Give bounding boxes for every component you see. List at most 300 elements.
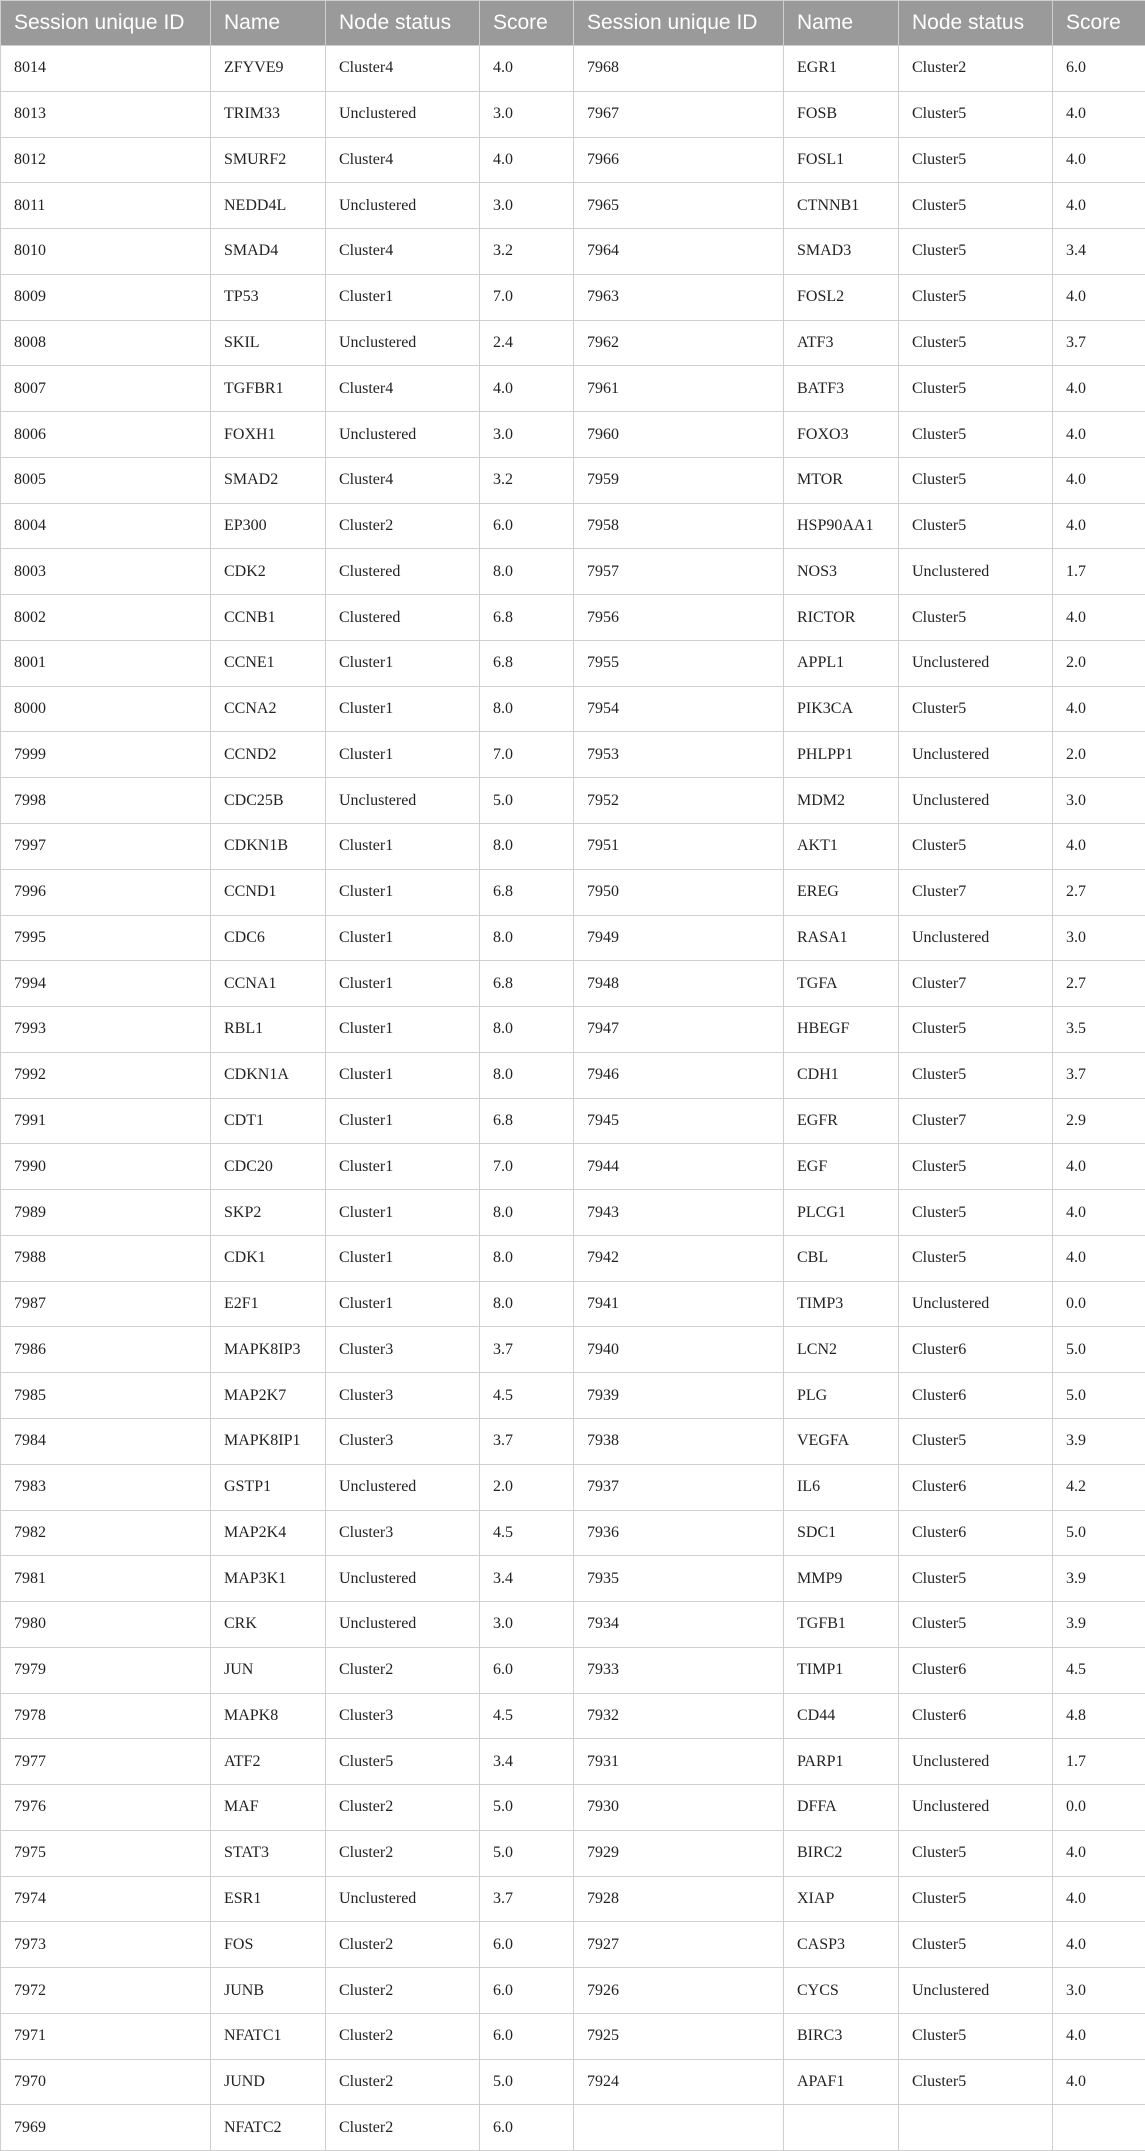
table-row: [1, 1144, 1145, 1190]
node-status-cell: Cluster5: [899, 1922, 1053, 1968]
node-status-cell: Cluster7: [899, 1098, 1053, 1144]
session-id-cell: 7947: [574, 1007, 784, 1053]
name-cell: PARP1: [784, 1739, 899, 1785]
node-status-cell: Cluster5: [899, 412, 1053, 458]
node-status-cell: Cluster1: [326, 1281, 480, 1327]
node-status-cell: Cluster4: [326, 137, 480, 183]
name-cell: EGR1: [784, 46, 899, 92]
name-cell: CDC25B: [211, 778, 326, 824]
score-cell: 4.0: [1053, 183, 1145, 229]
node-status-cell: Cluster2: [326, 503, 480, 549]
node-status-cell: Unclustered: [899, 778, 1053, 824]
name-cell: CCND1: [211, 869, 326, 915]
name-cell: ATF2: [211, 1739, 326, 1785]
session-id-cell: 7979: [1, 1647, 211, 1693]
session-id-cell: 7964: [574, 229, 784, 275]
node-status-cell: Unclustered: [326, 183, 480, 229]
node-status-cell: Cluster4: [326, 46, 480, 92]
name-cell: MAPK8: [211, 1693, 326, 1739]
node-status-cell: Unclustered: [326, 1876, 480, 1922]
table-row: [1, 595, 1145, 641]
node-status-cell: Cluster5: [899, 1830, 1053, 1876]
name-cell: TIMP1: [784, 1647, 899, 1693]
score-cell: 4.0: [1053, 2013, 1145, 2059]
name-cell: TGFB1: [784, 1602, 899, 1648]
node-status-cell: Clustered: [326, 549, 480, 595]
session-id-cell: 7973: [1, 1922, 211, 1968]
table-row: [1, 549, 1145, 595]
score-cell: 8.0: [480, 1281, 574, 1327]
session-id-cell: 7983: [1, 1464, 211, 1510]
node-status-cell: Cluster5: [899, 1876, 1053, 1922]
node-status-cell: Unclustered: [326, 1464, 480, 1510]
session-id-cell: 7987: [1, 1281, 211, 1327]
table-row: [1, 1510, 1145, 1556]
table-row: [1, 1098, 1145, 1144]
score-cell: 3.7: [480, 1327, 574, 1373]
node-status-cell: Cluster5: [899, 457, 1053, 503]
session-id-cell: 7971: [1, 2013, 211, 2059]
session-id-cell: 7939: [574, 1373, 784, 1419]
column-header: Name: [784, 1, 899, 46]
score-cell: 3.0: [1053, 915, 1145, 961]
session-id-cell: 7999: [1, 732, 211, 778]
name-cell: SKIL: [211, 320, 326, 366]
session-id-cell: 7948: [574, 961, 784, 1007]
name-cell: CASP3: [784, 1922, 899, 1968]
session-id-cell: 7954: [574, 686, 784, 732]
score-cell: 6.0: [1053, 46, 1145, 92]
score-cell: 7.0: [480, 732, 574, 778]
node-status-cell: Cluster1: [326, 961, 480, 1007]
session-id-cell: 7994: [1, 961, 211, 1007]
node-status-cell: Cluster3: [326, 1510, 480, 1556]
session-id-cell: 7985: [1, 1373, 211, 1419]
node-status-cell: Cluster5: [899, 1556, 1053, 1602]
score-cell: 3.2: [480, 229, 574, 275]
name-cell: CCNB1: [211, 595, 326, 641]
name-cell: CRK: [211, 1602, 326, 1648]
name-cell: CCND2: [211, 732, 326, 778]
score-cell: 3.7: [480, 1418, 574, 1464]
score-cell: 3.0: [1053, 1968, 1145, 2014]
score-cell: 3.0: [480, 91, 574, 137]
node-status-cell: Cluster6: [899, 1327, 1053, 1373]
name-cell: MMP9: [784, 1556, 899, 1602]
name-cell: PHLPP1: [784, 732, 899, 778]
name-cell: STAT3: [211, 1830, 326, 1876]
name-cell: EREG: [784, 869, 899, 915]
name-cell: APAF1: [784, 2059, 899, 2105]
session-id-cell: 7952: [574, 778, 784, 824]
session-id-cell: 7940: [574, 1327, 784, 1373]
node-status-cell: Unclustered: [326, 1602, 480, 1648]
table-row: [1, 824, 1145, 870]
session-id-cell: 7958: [574, 503, 784, 549]
table-row: [1, 183, 1145, 229]
node-status-cell: Cluster5: [899, 1418, 1053, 1464]
node-status-cell: Cluster3: [326, 1693, 480, 1739]
node-status-cell: Cluster1: [326, 824, 480, 870]
score-cell: 8.0: [480, 686, 574, 732]
node-status-cell: Cluster5: [899, 503, 1053, 549]
table-row: [1, 915, 1145, 961]
session-id-cell: 7961: [574, 366, 784, 412]
session-id-cell: 8003: [1, 549, 211, 595]
score-cell: 5.0: [480, 1830, 574, 1876]
name-cell: IL6: [784, 1464, 899, 1510]
score-cell: 3.9: [1053, 1556, 1145, 1602]
session-id-cell: 7978: [1, 1693, 211, 1739]
name-cell: CYCS: [784, 1968, 899, 2014]
score-cell: 5.0: [480, 1785, 574, 1831]
score-cell: 3.9: [1053, 1602, 1145, 1648]
node-status-cell: Cluster1: [326, 274, 480, 320]
name-cell: CCNA1: [211, 961, 326, 1007]
node-status-cell: Cluster5: [899, 1007, 1053, 1053]
node-status-cell: Cluster4: [326, 229, 480, 275]
score-cell: 6.0: [480, 2105, 574, 2151]
node-status-cell: Unclustered: [326, 320, 480, 366]
session-id-cell: 7956: [574, 595, 784, 641]
score-cell: 4.0: [1053, 503, 1145, 549]
name-cell: CD44: [784, 1693, 899, 1739]
score-cell: 3.0: [480, 412, 574, 458]
score-cell: 6.8: [480, 1098, 574, 1144]
table-row: [1, 1968, 1145, 2014]
session-id-cell: 8000: [1, 686, 211, 732]
session-id-cell: 7929: [574, 1830, 784, 1876]
score-cell: 4.5: [480, 1693, 574, 1739]
score-cell: 1.7: [1053, 549, 1145, 595]
session-id-cell: 7982: [1, 1510, 211, 1556]
session-id-cell: 8011: [1, 183, 211, 229]
table-row: [1, 1464, 1145, 1510]
table-row: [1, 1647, 1145, 1693]
session-id-cell: 8013: [1, 91, 211, 137]
score-cell: 6.8: [480, 961, 574, 1007]
node-status-cell: Cluster5: [899, 320, 1053, 366]
name-cell: AKT1: [784, 824, 899, 870]
node-status-cell: Cluster4: [326, 457, 480, 503]
name-cell: CDK2: [211, 549, 326, 595]
node-status-cell: Cluster3: [326, 1327, 480, 1373]
name-cell: HBEGF: [784, 1007, 899, 1053]
session-id-cell: 7937: [574, 1464, 784, 1510]
name-cell: MAP2K7: [211, 1373, 326, 1419]
name-cell: RICTOR: [784, 595, 899, 641]
session-id-cell: 7943: [574, 1190, 784, 1236]
table-row: [1, 91, 1145, 137]
table-body: [1, 46, 1145, 2151]
score-cell: 3.7: [1053, 1052, 1145, 1098]
session-id-cell: 7955: [574, 640, 784, 686]
node-status-cell: Cluster2: [326, 1785, 480, 1831]
node-status-cell: Unclustered: [326, 1556, 480, 1602]
session-id-cell: 7989: [1, 1190, 211, 1236]
table-row: [1, 1418, 1145, 1464]
node-status-cell: Unclustered: [899, 1739, 1053, 1785]
session-id-cell: 7990: [1, 1144, 211, 1190]
table-row: [1, 274, 1145, 320]
session-id-cell: 8010: [1, 229, 211, 275]
column-header: Node status: [899, 1, 1053, 46]
header-row: [1, 1, 1145, 46]
score-cell: 3.0: [480, 1602, 574, 1648]
node-status-cell: Cluster5: [899, 274, 1053, 320]
session-id-cell: 7993: [1, 1007, 211, 1053]
session-id-cell: 7953: [574, 732, 784, 778]
session-id-cell: 7962: [574, 320, 784, 366]
table-row: [1, 1007, 1145, 1053]
node-status-cell: Cluster5: [899, 137, 1053, 183]
table-row: [1, 366, 1145, 412]
session-id-cell: 7972: [1, 1968, 211, 2014]
score-cell: 3.2: [480, 457, 574, 503]
score-cell: 5.0: [1053, 1510, 1145, 1556]
session-id-cell: 7931: [574, 1739, 784, 1785]
session-id-cell: 7957: [574, 549, 784, 595]
session-id-cell: 8005: [1, 457, 211, 503]
session-id-cell: 7975: [1, 1830, 211, 1876]
node-status-cell: Cluster2: [326, 1830, 480, 1876]
table-row: [1, 1785, 1145, 1831]
session-id-cell: 7949: [574, 915, 784, 961]
score-cell: 2.0: [480, 1464, 574, 1510]
score-cell: [1053, 2105, 1145, 2151]
table-row: [1, 1281, 1145, 1327]
score-cell: 3.0: [480, 183, 574, 229]
session-id-cell: 8007: [1, 366, 211, 412]
score-cell: 8.0: [480, 549, 574, 595]
table-row: [1, 961, 1145, 1007]
name-cell: E2F1: [211, 1281, 326, 1327]
node-status-cell: Cluster3: [326, 1418, 480, 1464]
table-row: [1, 1373, 1145, 1419]
node-status-cell: Cluster1: [326, 1144, 480, 1190]
name-cell: PIK3CA: [784, 686, 899, 732]
name-cell: JUND: [211, 2059, 326, 2105]
name-cell: MAF: [211, 1785, 326, 1831]
node-status-cell: Cluster6: [899, 1693, 1053, 1739]
session-id-cell: 7976: [1, 1785, 211, 1831]
name-cell: APPL1: [784, 640, 899, 686]
score-cell: 1.7: [1053, 1739, 1145, 1785]
session-id-cell: 7996: [1, 869, 211, 915]
score-cell: 4.0: [1053, 1190, 1145, 1236]
name-cell: CDC20: [211, 1144, 326, 1190]
session-id-cell: 7934: [574, 1602, 784, 1648]
name-cell: MAP3K1: [211, 1556, 326, 1602]
node-status-cell: Cluster5: [326, 1739, 480, 1785]
name-cell: GSTP1: [211, 1464, 326, 1510]
score-cell: 3.7: [1053, 320, 1145, 366]
score-cell: 7.0: [480, 1144, 574, 1190]
node-status-cell: Cluster2: [326, 2013, 480, 2059]
score-cell: 4.2: [1053, 1464, 1145, 1510]
table-row: [1, 1235, 1145, 1281]
session-id-cell: 7941: [574, 1281, 784, 1327]
name-cell: CCNA2: [211, 686, 326, 732]
table-row: [1, 412, 1145, 458]
score-cell: 0.0: [1053, 1785, 1145, 1831]
score-cell: 4.0: [1053, 824, 1145, 870]
score-cell: 5.0: [480, 2059, 574, 2105]
node-status-cell: Cluster1: [326, 1007, 480, 1053]
table-row: [1, 778, 1145, 824]
session-id-cell: 7977: [1, 1739, 211, 1785]
score-cell: 2.7: [1053, 869, 1145, 915]
name-cell: NOS3: [784, 549, 899, 595]
name-cell: SMAD2: [211, 457, 326, 503]
name-cell: SMAD3: [784, 229, 899, 275]
name-cell: MAP2K4: [211, 1510, 326, 1556]
score-cell: 4.0: [480, 137, 574, 183]
node-status-cell: Unclustered: [899, 1785, 1053, 1831]
column-header: Session unique ID: [1, 1, 211, 46]
node-status-cell: Cluster1: [326, 869, 480, 915]
name-cell: RBL1: [211, 1007, 326, 1053]
node-status-cell: Cluster6: [899, 1647, 1053, 1693]
node-status-cell: Cluster5: [899, 1235, 1053, 1281]
score-cell: 5.0: [480, 778, 574, 824]
node-status-cell: Unclustered: [326, 91, 480, 137]
name-cell: MAPK8IP3: [211, 1327, 326, 1373]
session-id-cell: 7924: [574, 2059, 784, 2105]
table-row: [1, 137, 1145, 183]
session-id-cell: 7968: [574, 46, 784, 92]
score-cell: 4.0: [1053, 457, 1145, 503]
session-id-cell: 7932: [574, 1693, 784, 1739]
node-status-cell: Cluster7: [899, 961, 1053, 1007]
score-cell: 8.0: [480, 1007, 574, 1053]
session-id-cell: 7942: [574, 1235, 784, 1281]
node-status-cell: Cluster1: [326, 1235, 480, 1281]
session-id-cell: 8014: [1, 46, 211, 92]
name-cell: FOXH1: [211, 412, 326, 458]
score-cell: 4.0: [1053, 274, 1145, 320]
score-cell: 4.0: [1053, 412, 1145, 458]
name-cell: CCNE1: [211, 640, 326, 686]
score-cell: 4.0: [1053, 2059, 1145, 2105]
node-status-cell: Cluster6: [899, 1373, 1053, 1419]
table-row: [1, 686, 1145, 732]
table-row: [1, 1739, 1145, 1785]
table-row: [1, 1602, 1145, 1648]
session-id-cell: 7966: [574, 137, 784, 183]
session-id-cell: 7974: [1, 1876, 211, 1922]
name-cell: EP300: [211, 503, 326, 549]
session-id-cell: 7995: [1, 915, 211, 961]
session-id-cell: 7945: [574, 1098, 784, 1144]
score-cell: 4.5: [480, 1373, 574, 1419]
node-status-cell: Unclustered: [899, 1281, 1053, 1327]
name-cell: MAPK8IP1: [211, 1418, 326, 1464]
column-header: Score: [480, 1, 574, 46]
score-cell: 3.4: [1053, 229, 1145, 275]
score-cell: 6.8: [480, 640, 574, 686]
node-status-cell: Unclustered: [326, 778, 480, 824]
score-cell: 6.8: [480, 869, 574, 915]
node-status-cell: Cluster5: [899, 91, 1053, 137]
session-id-cell: 7997: [1, 824, 211, 870]
node-status-cell: Cluster1: [326, 1052, 480, 1098]
session-id-cell: 7970: [1, 2059, 211, 2105]
node-status-cell: Cluster7: [899, 869, 1053, 915]
score-cell: 3.7: [480, 1876, 574, 1922]
session-id-cell: 7991: [1, 1098, 211, 1144]
session-id-cell: 8012: [1, 137, 211, 183]
name-cell: FOSB: [784, 91, 899, 137]
name-cell: TRIM33: [211, 91, 326, 137]
node-status-cell: Cluster5: [899, 686, 1053, 732]
node-status-cell: Cluster5: [899, 2013, 1053, 2059]
name-cell: TGFA: [784, 961, 899, 1007]
session-id-cell: 7986: [1, 1327, 211, 1373]
node-status-cell: Cluster2: [326, 1647, 480, 1693]
table-row: [1, 1556, 1145, 1602]
name-cell: EGF: [784, 1144, 899, 1190]
table-row: [1, 1922, 1145, 1968]
score-cell: 0.0: [1053, 1281, 1145, 1327]
column-header: Session unique ID: [574, 1, 784, 46]
score-cell: 4.0: [1053, 1235, 1145, 1281]
table-row: [1, 2013, 1145, 2059]
node-status-cell: Cluster5: [899, 1602, 1053, 1648]
column-header: Node status: [326, 1, 480, 46]
session-id-cell: 8008: [1, 320, 211, 366]
session-id-cell: 7951: [574, 824, 784, 870]
session-id-cell: 7967: [574, 91, 784, 137]
session-id-cell: 7935: [574, 1556, 784, 1602]
name-cell: [784, 2105, 899, 2151]
node-status-cell: Cluster5: [899, 366, 1053, 412]
table-row: [1, 320, 1145, 366]
session-id-cell: 7959: [574, 457, 784, 503]
name-cell: CTNNB1: [784, 183, 899, 229]
name-cell: ATF3: [784, 320, 899, 366]
node-status-cell: Clustered: [326, 595, 480, 641]
node-status-cell: Cluster2: [326, 2059, 480, 2105]
name-cell: VEGFA: [784, 1418, 899, 1464]
node-status-cell: Unclustered: [899, 1968, 1053, 2014]
node-status-cell: Cluster6: [899, 1510, 1053, 1556]
node-status-cell: Cluster6: [899, 1464, 1053, 1510]
node-status-cell: Cluster1: [326, 915, 480, 961]
name-cell: CDH1: [784, 1052, 899, 1098]
name-cell: TIMP3: [784, 1281, 899, 1327]
node-status-cell: Cluster4: [326, 366, 480, 412]
node-status-cell: Cluster1: [326, 1190, 480, 1236]
score-cell: 3.0: [1053, 778, 1145, 824]
node-status-cell: Cluster2: [326, 1968, 480, 2014]
score-cell: 6.0: [480, 1968, 574, 2014]
session-id-cell: 8002: [1, 595, 211, 641]
node-status-cell: Cluster2: [899, 46, 1053, 92]
session-id-cell: 8006: [1, 412, 211, 458]
score-cell: 8.0: [480, 1235, 574, 1281]
node-status-cell: Cluster1: [326, 640, 480, 686]
score-cell: 4.0: [1053, 1922, 1145, 1968]
name-cell: JUNB: [211, 1968, 326, 2014]
score-cell: 4.0: [1053, 1144, 1145, 1190]
table-row: [1, 869, 1145, 915]
session-id-cell: 7981: [1, 1556, 211, 1602]
session-id-cell: 7933: [574, 1647, 784, 1693]
node-status-cell: Cluster1: [326, 732, 480, 778]
node-status-cell: Cluster5: [899, 824, 1053, 870]
name-cell: JUN: [211, 1647, 326, 1693]
